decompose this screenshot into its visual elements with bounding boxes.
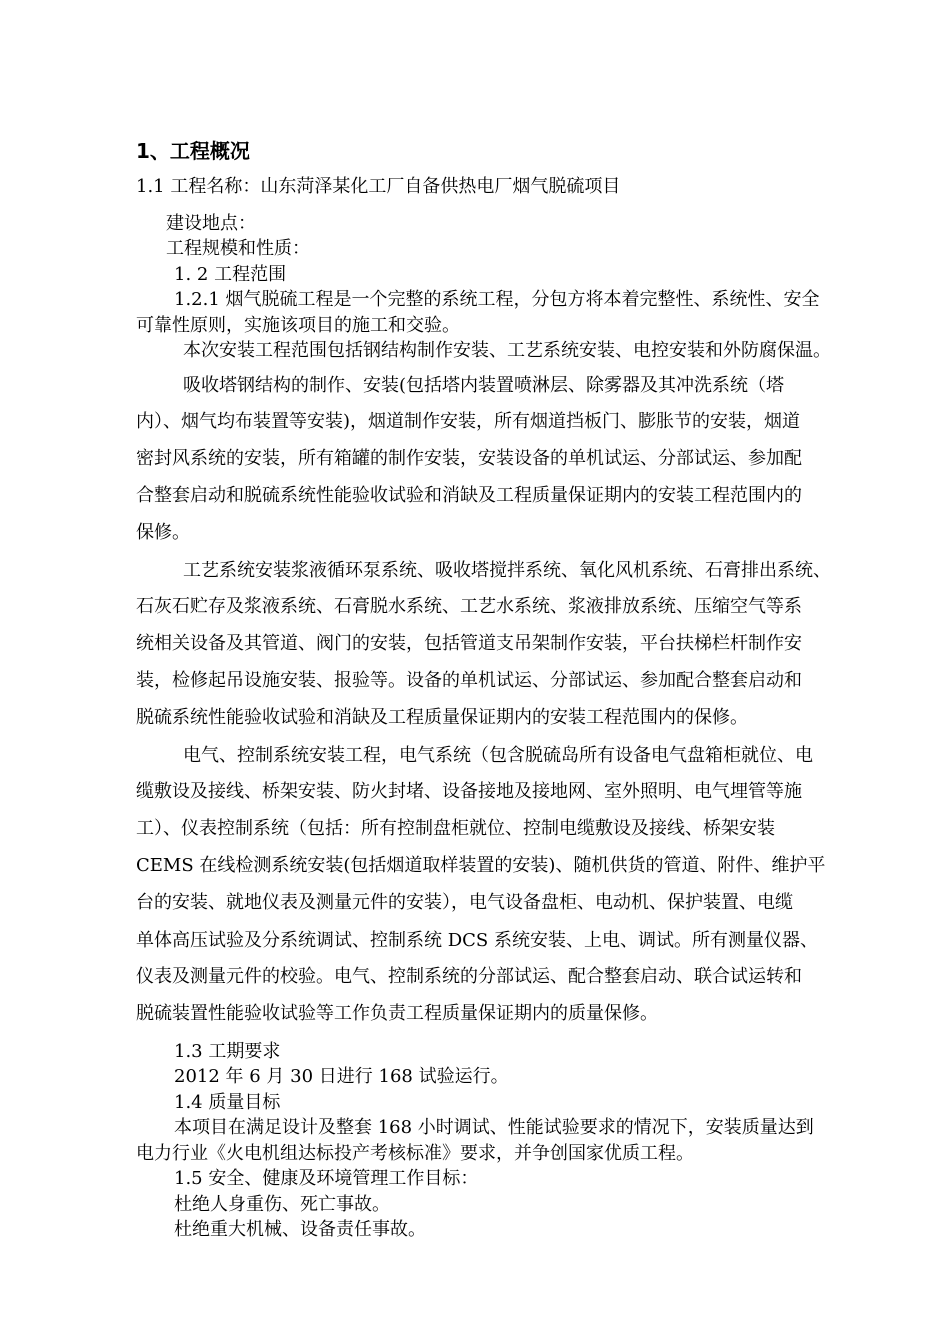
paragraph-line: 合整套启动和脱硫系统性能验收试验和消缺及工程质量保证期内的安装工程范围内的 bbox=[136, 485, 802, 506]
safety-goal-1: 杜绝人身重伤、死亡事故。 bbox=[174, 1194, 390, 1215]
paragraph-line: 单体高压试验及分系统调试、控制系统 DCS 系统安装、上电、调试。所有测量仪器、 bbox=[136, 930, 818, 951]
scope-summary: 本次安装工程范围包括钢结构制作安装、工艺系统安装、电控安装和外防腐保温。 bbox=[183, 340, 831, 361]
paragraph-line: 石灰石贮存及浆液系统、石膏脱水系统、工艺水系统、浆液排放系统、压缩空气等系 bbox=[136, 596, 802, 617]
schedule-heading: 1.3 工期要求 bbox=[174, 1041, 281, 1062]
paragraph-line: 工）、仪表控制系统（包括：所有控制盘柜就位、控制电缆敷设及接线、桥架安装 bbox=[136, 818, 775, 839]
paragraph-line: 装，检修起吊设施安装、报验等。设备的单机试运、分部试运、参加配合整套启动和 bbox=[136, 670, 802, 691]
section-heading: 1、工程概况 bbox=[136, 139, 250, 163]
paragraph-line: 仪表及测量元件的校验。电气、控制系统的分部试运、配合整套启动、联合试运转和 bbox=[136, 966, 802, 987]
paragraph-line: CEMS 在线检测系统安装(包括烟道取样装置的安装)、随机供货的管道、附件、维护平 bbox=[136, 855, 826, 876]
site-label: 建设地点： bbox=[166, 213, 256, 234]
paragraph-line: 统相关设备及其管道、阀门的安装，包括管道支吊架制作安装，平台扶梯栏杆制作安 bbox=[136, 633, 802, 654]
project-name: 1.1 工程名称：山东菏泽某化工厂自备供热电厂烟气脱硫项目 bbox=[136, 176, 621, 197]
quality-heading: 1.4 质量目标 bbox=[174, 1092, 281, 1113]
scope-heading: 1. 2 工程范围 bbox=[174, 264, 287, 285]
paragraph-line: 密封风系统的安装，所有箱罐的制作安装，安装设备的单机试运、分部试运、参加配 bbox=[136, 448, 802, 469]
scope-intro-line1: 1.2.1 烟气脱硫工程是一个完整的系统工程，分包方将本着完整性、系统性、安全 bbox=[174, 289, 820, 310]
quality-text-line1: 本项目在满足设计及整套 168 小时调试、性能试验要求的情况下，安装质量达到 bbox=[174, 1117, 814, 1138]
paragraph-line: 工艺系统安装浆液循环泵系统、吸收塔搅拌系统、氧化风机系统、石膏排出系统、 bbox=[183, 560, 831, 581]
scale-label: 工程规模和性质： bbox=[166, 238, 310, 259]
paragraph-line: 脱硫系统性能验收试验和消缺及工程质量保证期内的安装工程范围内的保修。 bbox=[136, 707, 748, 728]
schedule-text: 2012 年 6 月 30 日进行 168 试验运行。 bbox=[174, 1066, 509, 1087]
safety-heading: 1.5 安全、健康及环境管理工作目标： bbox=[174, 1168, 479, 1189]
paragraph-line: 保修。 bbox=[136, 522, 190, 543]
paragraph-line: 电气、控制系统安装工程，电气系统（包含脱硫岛所有设备电气盘箱柜就位、电 bbox=[183, 745, 813, 766]
paragraph-line: 脱硫装置性能验收试验等工作负责工程质量保证期内的质量保修。 bbox=[136, 1003, 658, 1024]
scope-intro-line2: 可靠性原则，实施该项目的施工和交验。 bbox=[136, 315, 460, 336]
paragraph-line: 台的安装、就地仪表及测量元件的安装），电气设备盘柜、电动机、保护装置、电缆 bbox=[136, 892, 793, 913]
quality-text-line2: 电力行业《火电机组达标投产考核标准》要求，并争创国家优质工程。 bbox=[136, 1143, 694, 1164]
paragraph-line: 缆敷设及接线、桥架安装、防火封堵、设备接地及接地网、室外照明、电气埋管等施 bbox=[136, 781, 802, 802]
safety-goal-2: 杜绝重大机械、设备责任事故。 bbox=[174, 1219, 426, 1240]
paragraph-line: 内）、烟气均布装置等安装)，烟道制作安装，所有烟道挡板门、膨胀节的安装，烟道 bbox=[136, 411, 801, 432]
paragraph-line: 吸收塔钢结构的制作、安装(包括塔内装置喷淋层、除雾器及其冲洗系统（塔 bbox=[183, 375, 785, 396]
